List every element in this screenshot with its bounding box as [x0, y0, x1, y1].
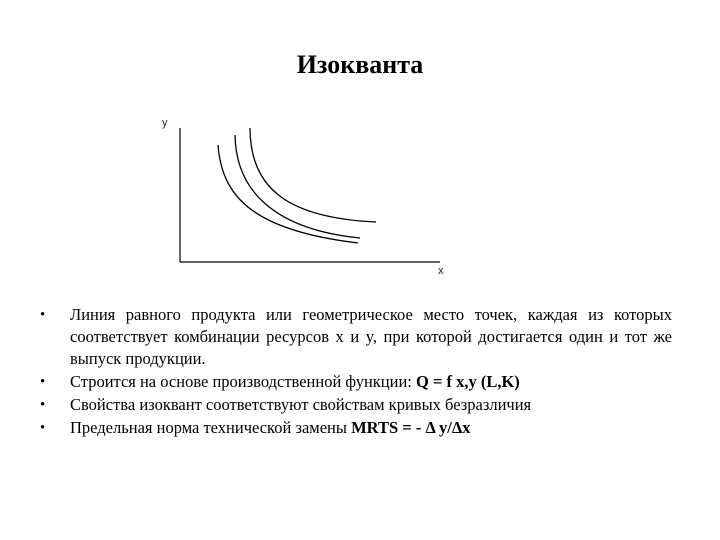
bullet-text: Строится на основе производственной функции:: [70, 372, 416, 391]
bullet-item: [40, 417, 672, 439]
isoquant-curve-3: [250, 128, 376, 222]
bullet-item: [40, 371, 672, 393]
bullet-text: Линия равного продукта или геометрическое место точек, каждая из которых соответствует комбинации ресурсов x и y, при которой достигается один и тот же выпуск продукции.: [70, 305, 672, 368]
mrts-formula: MRTS = - Δ y/Δx: [351, 418, 471, 437]
y-axis-label: y: [162, 117, 168, 129]
bullet-dot: •: [40, 307, 46, 323]
bullet-dot: •: [40, 397, 46, 413]
isoquant-curve-2: [235, 135, 360, 238]
bullet-item: [40, 394, 672, 416]
bullet-dot: •: [40, 374, 46, 390]
isoquant-curve-1: [218, 145, 358, 243]
bullet-text: Свойства изоквант соответствуют свойствам кривых безразличия: [70, 395, 532, 414]
isoquant-graph: [140, 110, 470, 285]
isoquant-figure: [140, 110, 470, 285]
production-function-formula: Q = f x,y (L,K): [415, 372, 520, 391]
x-axis-label: x: [438, 265, 444, 277]
bullet-text: Предельная норма технической замены: [70, 418, 352, 437]
bullet-item: [40, 304, 672, 370]
bullet-list: [40, 304, 672, 440]
bullet-dot: •: [40, 420, 46, 436]
slide-title: Изокванта: [296, 50, 424, 79]
